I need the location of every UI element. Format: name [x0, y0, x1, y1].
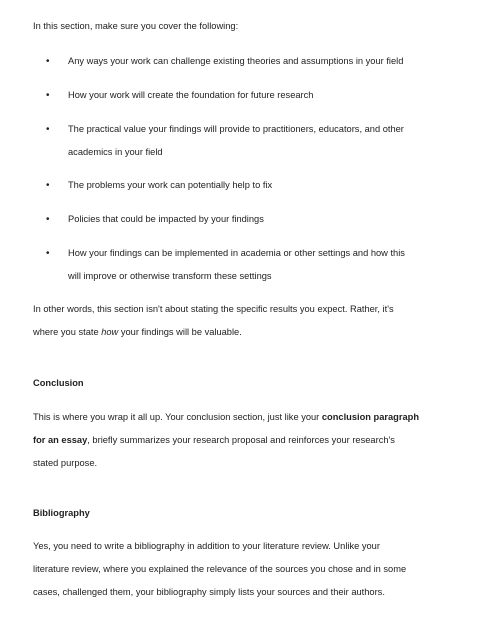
bibliography-line-1: Yes, you need to write a bibliography in addition to your literature review. Unlike your	[33, 541, 380, 551]
conclusion-line-3: stated purpose.	[33, 458, 98, 468]
bullet-marker: •	[46, 56, 50, 67]
summary-text: where you state	[33, 327, 102, 337]
bullet-item-practical-value-cont: academics in your field	[68, 147, 163, 157]
intro-text: In this section, make sure you cover the following:	[33, 21, 239, 31]
bullet-item-policies: Policies that could be impacted by your findings	[68, 214, 264, 224]
bullet-marker: •	[46, 248, 50, 259]
conclusion-line-2	[33, 435, 395, 445]
bullet-marker: •	[46, 180, 50, 191]
bibliography-line-3: cases, challenged them, your bibliography simply lists your sources and their authors.	[33, 587, 385, 597]
bullet-marker: •	[46, 124, 50, 135]
conclusion-text: This is where you wrap it all up. Your conclusion section, just like your	[33, 412, 322, 422]
bullet-item-practical-value: The practical value your findings will provide to practitioners, educators, and other	[68, 124, 404, 134]
bullet-marker: •	[46, 90, 50, 101]
bullet-item-foundation: How your work will create the foundation for future research	[68, 90, 314, 100]
bibliography-line-2: literature review, where you explained the relevance of the sources you chose and in some	[33, 564, 407, 574]
bibliography-heading: Bibliography	[33, 508, 90, 518]
summary-emphasis: how	[101, 327, 119, 337]
bullet-marker: •	[46, 214, 50, 225]
essay-link[interactable]: for an essay	[33, 435, 88, 445]
bullet-item-implementation: How your findings can be implemented in academia or other settings and how this	[68, 248, 405, 258]
summary-text: your findings will be valuable.	[118, 327, 242, 337]
conclusion-line-1	[33, 412, 419, 422]
summary-line-2	[33, 327, 242, 337]
summary-line-1: In other words, this section isn't about stating the specific results you expect. Rather, it's	[33, 304, 394, 314]
conclusion-text: , briefly summarizes your research proposal and reinforces your research's	[87, 435, 395, 445]
conclusion-heading: Conclusion	[33, 378, 84, 388]
bullet-item-problems: The problems your work can potentially help to fix	[68, 180, 273, 190]
bullet-item-implementation-cont: will improve or otherwise transform these settings	[68, 271, 272, 281]
conclusion-paragraph-link[interactable]: conclusion paragraph	[321, 412, 419, 422]
bullet-item-challenge: Any ways your work can challenge existing theories and assumptions in your field	[68, 56, 404, 66]
